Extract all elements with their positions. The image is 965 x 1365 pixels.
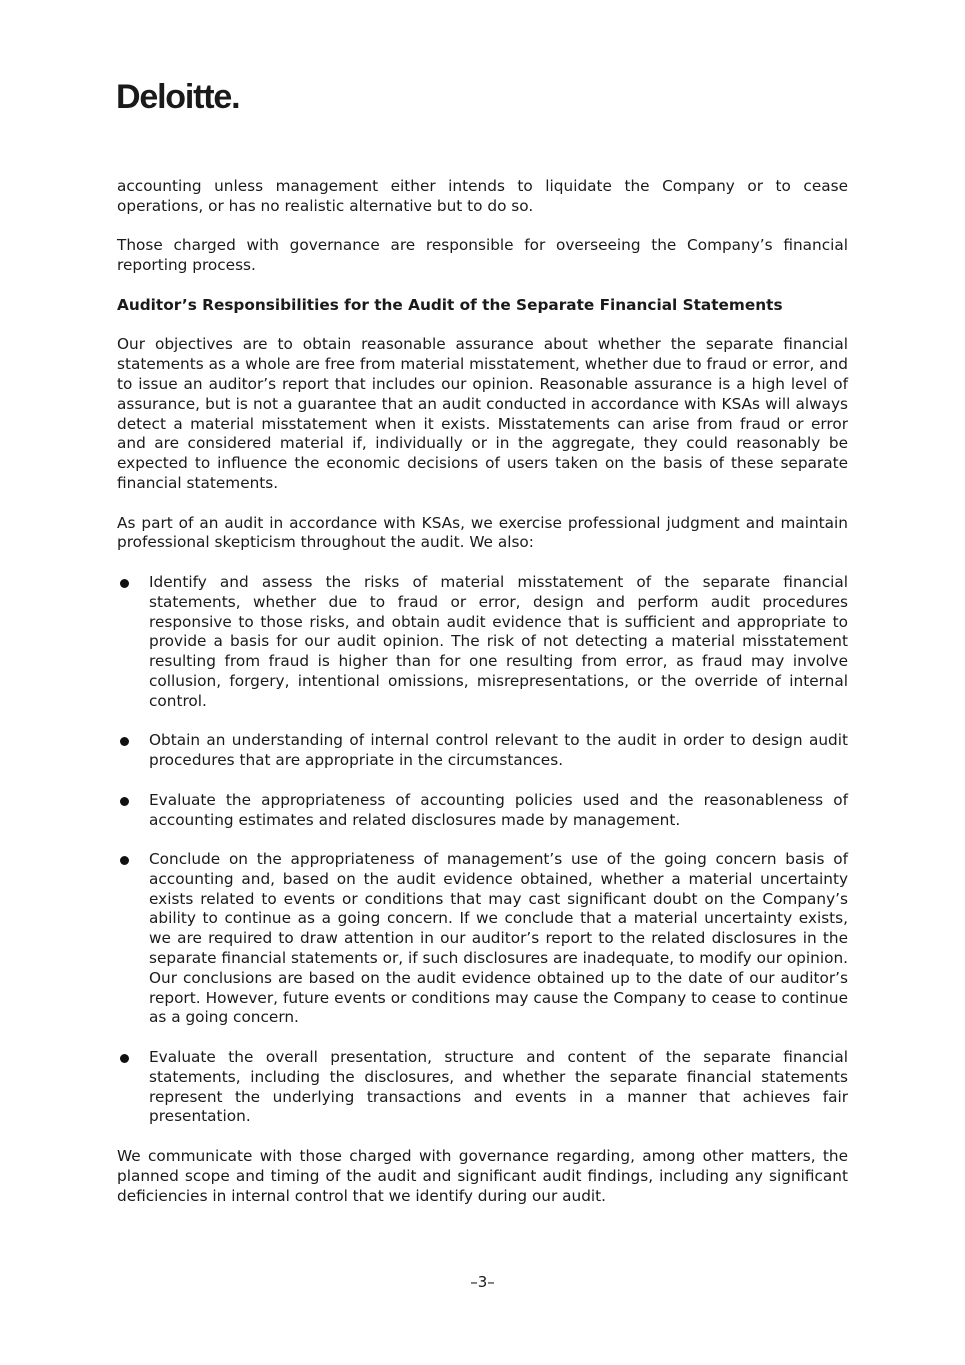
- paragraph-going-concern: accounting unless management either intends to liquidate the Company or to cease operations, or has no realistic alternative but to do so.: [117, 177, 848, 215]
- bullet-icon: [120, 1054, 129, 1063]
- page-number: –3–: [470, 1273, 495, 1291]
- bullet-icon: [120, 737, 129, 746]
- list-item: Evaluate the appropriateness of accounting policies used and the reasonableness of accounting estimates and related disclosures made by management.: [117, 791, 848, 831]
- list-item: Conclude on the appropriateness of management’s use of the going concern basis of accounting and, based on the audit evidence obtained, whether a material uncertainty exists related to events or conditions that may cast significant doubt on the Company’s ability to continue as a going concern. If we conclude that a material uncertainty exists, we are required to draw attention in our auditor’s report to the related disclosures in the separate financial statements or, if such disclosures are inadequate, to modify our opinion. Our conclusions are based on the audit evidence obtained up to the date of our auditor’s report. However, future events or conditions may cause the Company to cease to continue as a going concern.: [117, 850, 848, 1028]
- paragraph-communication: We communicate with those charged with governance regarding, among other matters, the planned scope and timing of the audit and significant audit findings, including any significant deficiencies in internal control that we identify during our audit.: [117, 1147, 848, 1205]
- document-body: [117, 177, 848, 1226]
- deloitte-logo: Deloitte.: [116, 78, 240, 116]
- list-item: Identify and assess the risks of material misstatement of the separate financial statements, whether due to fraud or error, design and perform audit procedures responsive to those risks, and obtain audit evidence that is sufficient and appropriate to provide a basis for our audit opinion. The risk of not detecting a material misstatement resulting from fraud is higher than for one resulting from error, as fraud may involve collusion, forgery, intentional omissions, misrepresentations, or the override of internal control.: [117, 573, 848, 712]
- paragraph-objectives: Our objectives are to obtain reasonable assurance about whether the separate financial statements as a whole are free from material misstatement, whether due to fraud or error, and to issue an auditor’s report that includes our opinion. Reasonable assurance is a high level of assurance, but is not a guarantee that an audit conducted in accordance with KSAs will always detect a material misstatement when it exists. Misstatements can arise from fraud or error and are considered material if, individually or in the aggregate, they could reasonably be expected to influence the economic decisions of users taken on the basis of these separate financial statements.: [117, 335, 848, 492]
- list-item: Evaluate the overall presentation, structure and content of the separate financial statements, including the disclosures, and whether the separate financial statements represent the underlying transactions and events in a manner that achieves fair presentation.: [117, 1048, 848, 1127]
- bullet-icon: [120, 797, 129, 806]
- paragraph-governance: Those charged with governance are responsible for overseeing the Company’s financial reporting process.: [117, 236, 848, 275]
- responsibilities-list: [117, 573, 848, 1127]
- section-heading: Auditor’s Responsibilities for the Audit of the Separate Financial Statements: [117, 295, 783, 314]
- paragraph-ksa-intro: As part of an audit in accordance with KSAs, we exercise professional judgment and maintain professional skepticism throughout the audit. We also:: [117, 513, 848, 552]
- bullet-icon: [120, 579, 129, 588]
- bullet-icon: [120, 856, 129, 865]
- list-item: Obtain an understanding of internal control relevant to the audit in order to design audit procedures that are appropriate in the circumstances.: [117, 731, 848, 771]
